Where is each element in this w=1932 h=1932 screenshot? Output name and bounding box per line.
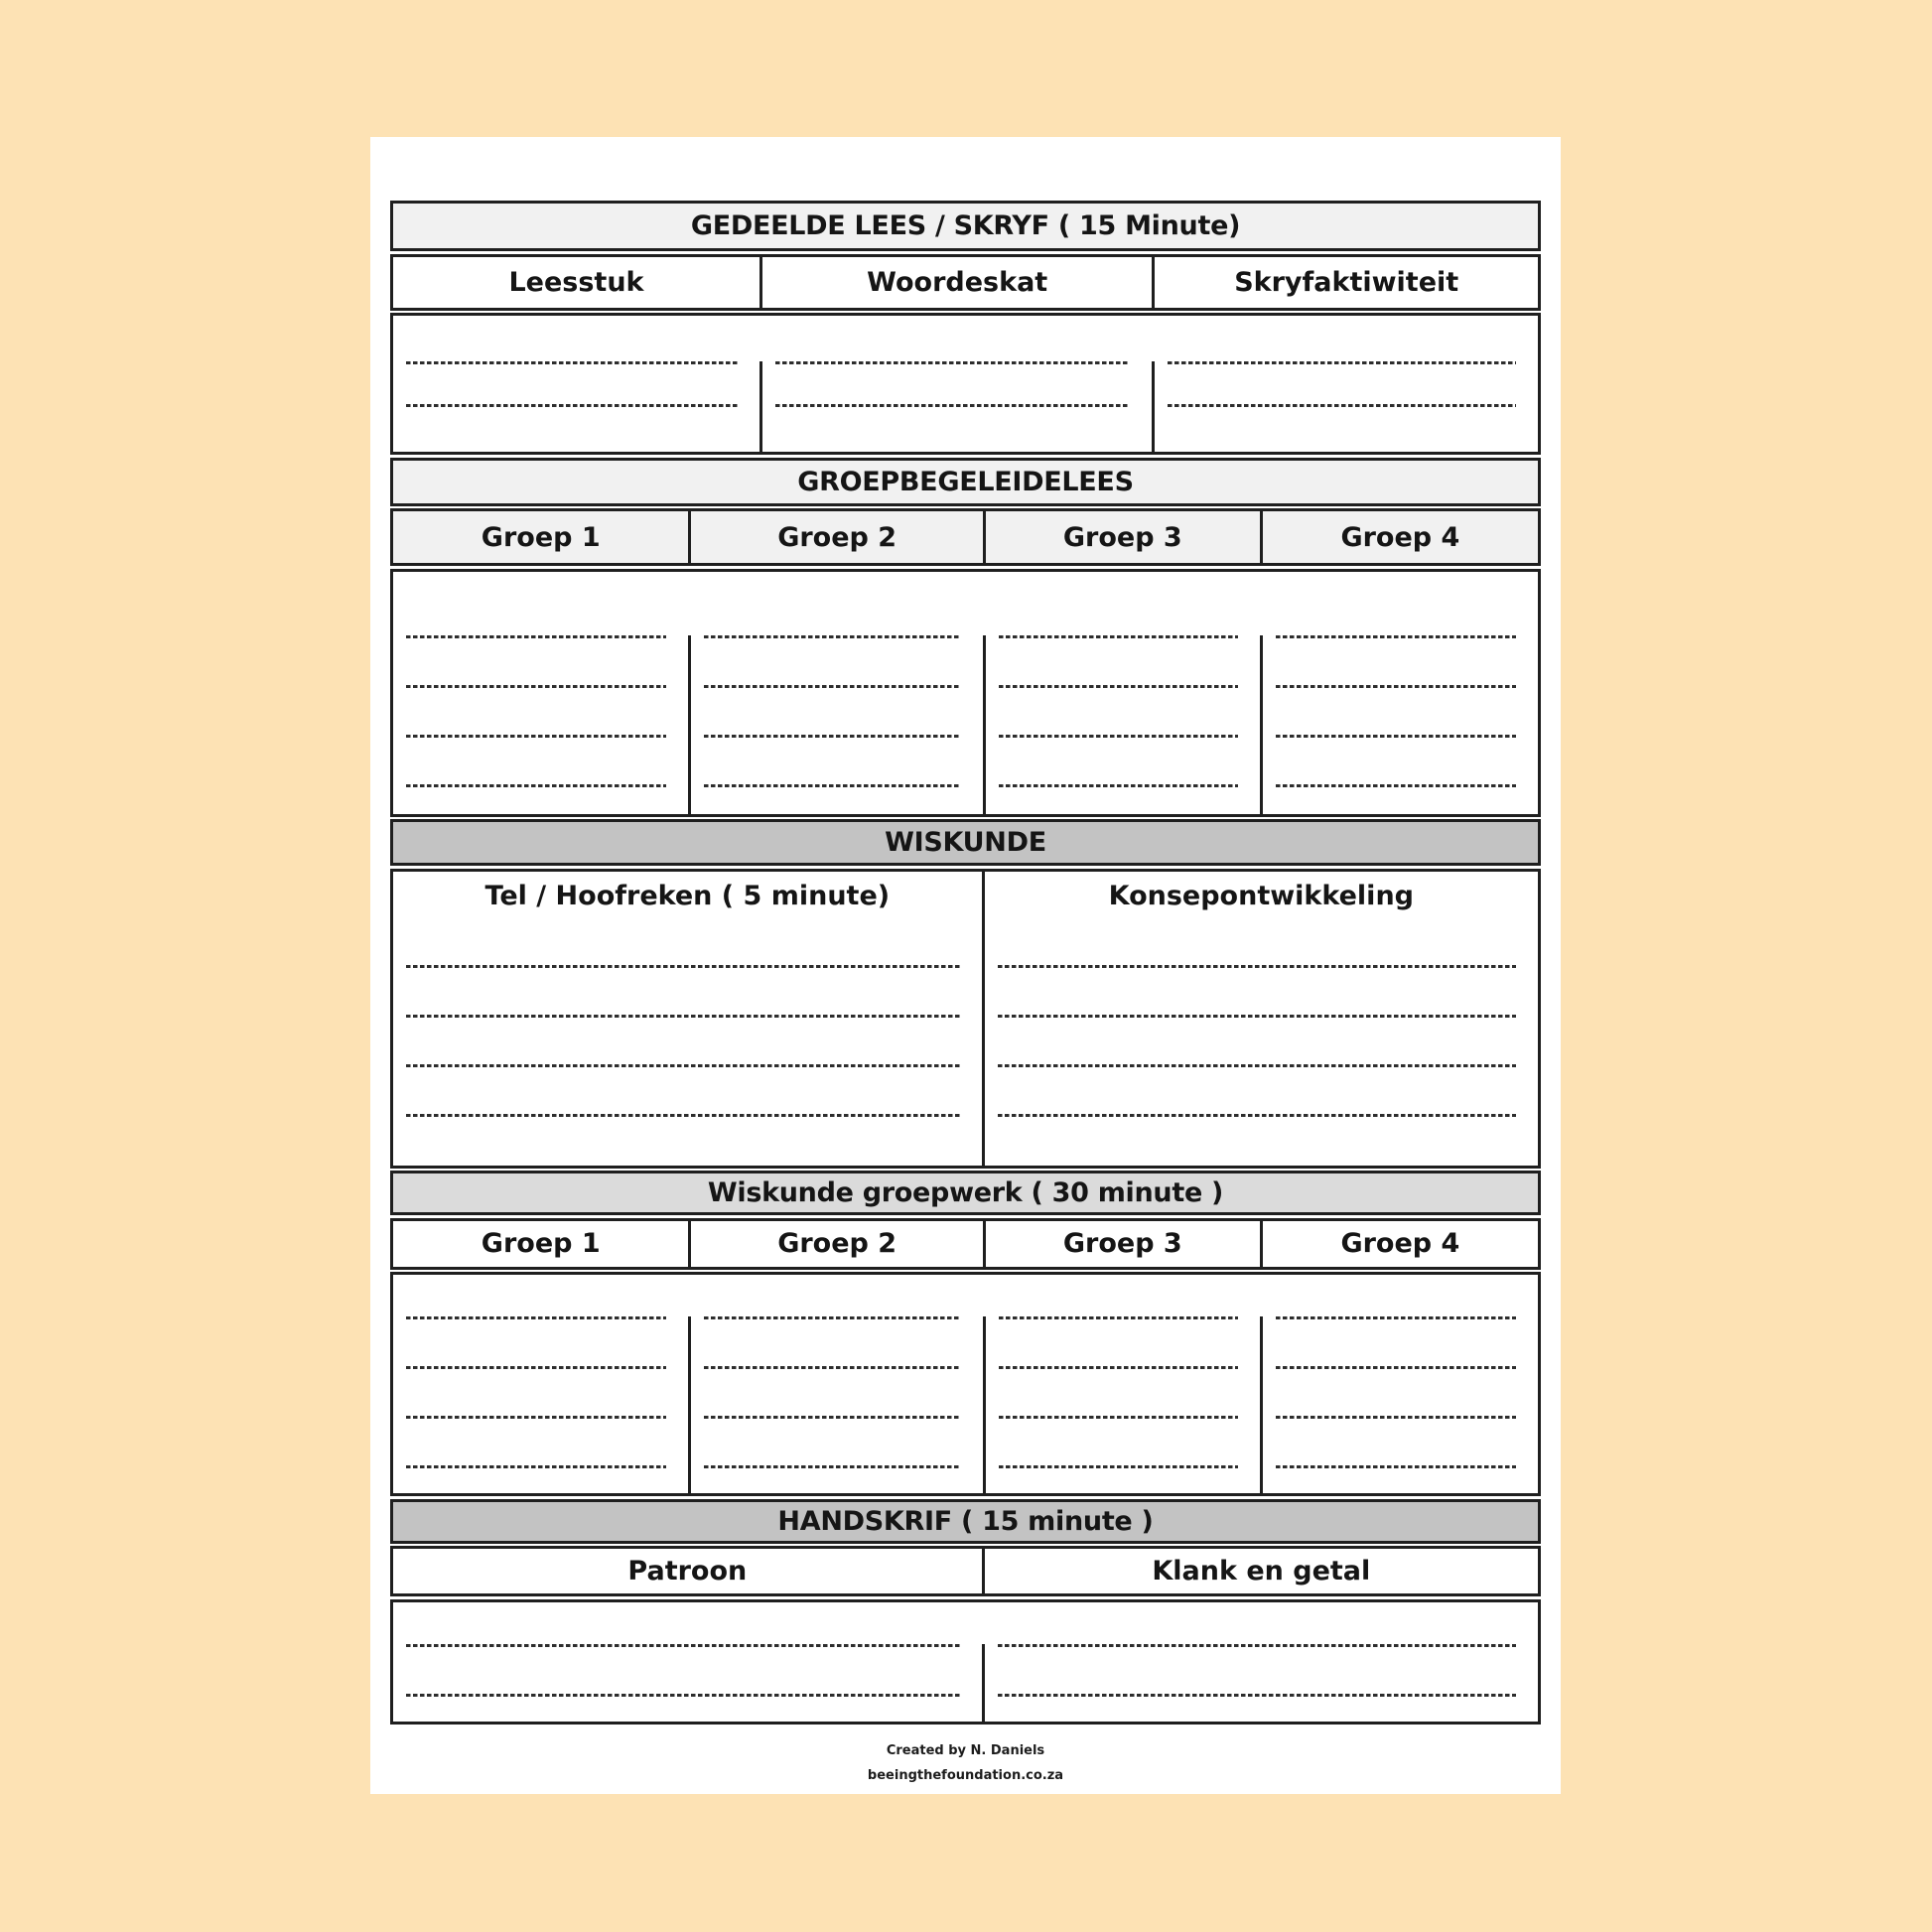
blank-field-wiskunde-groep-2: [688, 1316, 982, 1493]
footer-credit: Created by N. Daniels: [886, 1742, 1045, 1758]
section-gedeelde-lees-skryf: [390, 201, 1541, 455]
section-handskrif: [390, 1499, 1541, 1725]
blank-line: [704, 1416, 960, 1419]
blank-line: [406, 1416, 666, 1419]
blank-field-konsepontwikkeling: [982, 872, 1538, 1166]
section-groepbegeleidelees: [390, 458, 1541, 817]
column-header-leesstuk: Leesstuk: [508, 266, 644, 298]
section-wiskunde: [390, 819, 1541, 1169]
blank-line: [406, 965, 960, 968]
column-header-klank-en-getal: Klank en getal: [982, 1549, 1538, 1593]
writing-area-row: [390, 1272, 1541, 1496]
blank-line: [406, 1316, 666, 1319]
blank-line: [406, 404, 738, 407]
column-header-tel-hoofreken: Tel / Hoofreken ( 5 minute): [484, 881, 891, 911]
blank-line: [999, 685, 1238, 688]
blank-line: [999, 735, 1238, 738]
blank-line: [775, 361, 1130, 364]
blank-field-woordeskat: [759, 361, 1152, 452]
blank-line: [406, 1644, 960, 1647]
worksheet-page: [370, 137, 1561, 1794]
section-header-handskrif: HANDSKRIF ( 15 minute ): [390, 1499, 1541, 1544]
column-header-wiskunde-groep-1: Groep 1: [481, 1228, 601, 1259]
blank-line: [1276, 685, 1516, 688]
blank-line: [704, 784, 960, 787]
column-header-groep-4: Groep 4: [1260, 511, 1538, 563]
blank-line: [1276, 1316, 1516, 1319]
column-header-konsepontwikkeling: Konsepontwikkeling: [1108, 881, 1414, 911]
blank-field-wiskunde-groep-3: [983, 1316, 1260, 1493]
blank-line: [704, 1316, 960, 1319]
blank-line: [406, 1114, 960, 1117]
blank-line: [406, 1015, 960, 1018]
column-header-skryfaktiwiteit: Skryfaktiwiteit: [1152, 257, 1538, 308]
column-header-woordeskat: Woordeskat: [759, 257, 1152, 308]
writing-area-row: [390, 569, 1541, 817]
section-header-wiskunde-groepwerk: Wiskunde groepwerk ( 30 minute ): [390, 1171, 1541, 1215]
blank-line: [999, 1416, 1238, 1419]
blank-line: [406, 635, 666, 638]
blank-line: [999, 1465, 1238, 1468]
section-wiskunde-groepwerk: [390, 1171, 1541, 1496]
column-header-wiskunde-groep-4: Groep 4: [1260, 1221, 1538, 1267]
daily-plan-form: [390, 201, 1541, 1788]
column-header-patroon: Patroon: [627, 1556, 748, 1587]
section-header-gedeelde-lees-skryf: GEDEELDE LEES / SKRYF ( 15 Minute): [390, 201, 1541, 251]
blank-line: [406, 1366, 666, 1369]
blank-field-groep-3: [983, 635, 1260, 814]
column-header-row: [390, 508, 1541, 566]
blank-line: [998, 1114, 1516, 1117]
column-header-groep-2: Groep 2: [688, 511, 982, 563]
column-header-row: [390, 1546, 1541, 1596]
blank-line: [704, 1465, 960, 1468]
writing-area-row: [390, 869, 1541, 1169]
blank-line: [999, 635, 1238, 638]
blank-line: [406, 1064, 960, 1067]
blank-line: [406, 361, 738, 364]
blank-field-wiskunde-groep-4: [1260, 1316, 1538, 1493]
blank-line: [1276, 735, 1516, 738]
blank-line: [1276, 635, 1516, 638]
blank-line: [775, 404, 1130, 407]
page-footer: [390, 1738, 1541, 1789]
blank-field-skryfaktiwiteit: [1152, 361, 1538, 452]
blank-field-groep-2: [688, 635, 982, 814]
blank-line: [1276, 1416, 1516, 1419]
blank-line: [998, 1064, 1516, 1067]
blank-field-wiskunde-groep-1: [393, 1316, 688, 1493]
column-header-row: [390, 1218, 1541, 1270]
section-header-wiskunde: WISKUNDE: [390, 819, 1541, 866]
blank-line: [406, 685, 666, 688]
blank-line: [1168, 404, 1516, 407]
blank-field-patroon: [393, 1644, 982, 1722]
blank-line: [704, 735, 960, 738]
blank-field-groep-1: [393, 635, 688, 814]
blank-line: [999, 1366, 1238, 1369]
column-header-groep-1: Groep 1: [481, 521, 601, 553]
blank-line: [1276, 1465, 1516, 1468]
blank-line: [406, 1465, 666, 1468]
blank-field-klank-en-getal: [982, 1644, 1538, 1722]
blank-field-tel-hoofreken: [393, 872, 982, 1166]
blank-line: [1276, 1366, 1516, 1369]
blank-line: [998, 1015, 1516, 1018]
writing-area-row: [390, 1599, 1541, 1725]
blank-line: [704, 635, 960, 638]
blank-line: [998, 965, 1516, 968]
blank-line: [704, 685, 960, 688]
blank-field-leesstuk: [393, 361, 759, 452]
blank-line: [1276, 784, 1516, 787]
blank-line: [406, 1694, 960, 1697]
blank-line: [406, 784, 666, 787]
blank-field-groep-4: [1260, 635, 1538, 814]
blank-line: [998, 1694, 1516, 1697]
blank-line: [704, 1366, 960, 1369]
section-header-groepbegeleidelees: GROEPBEGELEIDELEES: [390, 458, 1541, 506]
column-header-row: [390, 254, 1541, 311]
column-header-wiskunde-groep-2: Groep 2: [688, 1221, 982, 1267]
footer-website: beeingthefoundation.co.za: [867, 1767, 1064, 1783]
blank-line: [999, 784, 1238, 787]
writing-area-row: [390, 313, 1541, 455]
blank-line: [998, 1644, 1516, 1647]
column-header-groep-3: Groep 3: [983, 511, 1260, 563]
blank-line: [999, 1316, 1238, 1319]
column-header-wiskunde-groep-3: Groep 3: [983, 1221, 1260, 1267]
blank-line: [406, 735, 666, 738]
blank-line: [1168, 361, 1516, 364]
